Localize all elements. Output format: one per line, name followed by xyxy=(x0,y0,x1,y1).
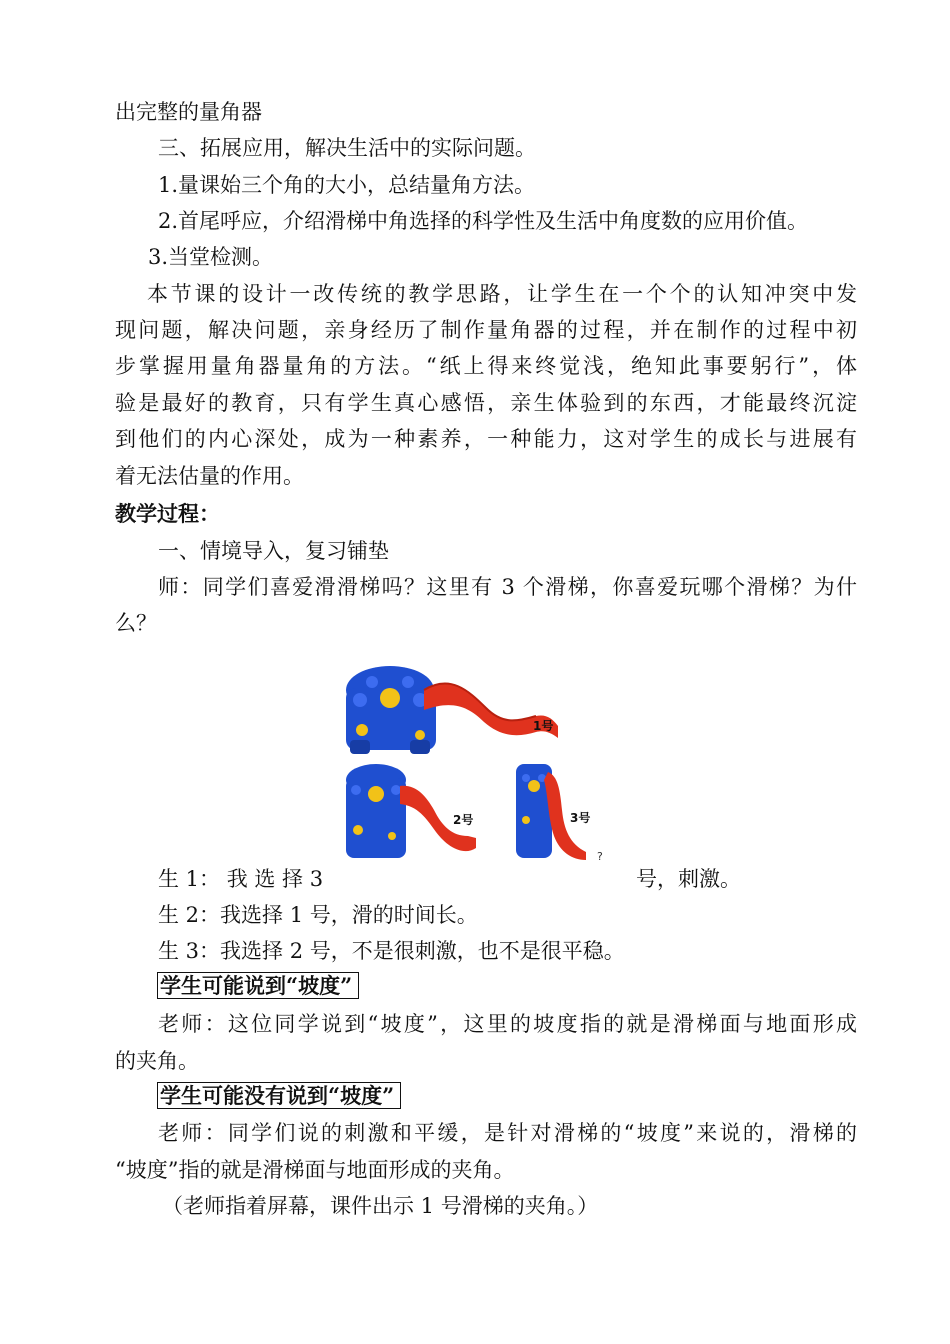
student-line: 生 1： 我 选 择 3 xyxy=(158,867,324,891)
paragraph-line: 步掌握用量角器量角的方法。“纸上得来终觉浅，绝知此事要躬行”，体 xyxy=(115,354,857,378)
section-heading: 三、拓展应用，解决生活中的实际问题。 xyxy=(158,136,536,160)
paragraph-line: 验是最好的教育，只有学生真心感悟，亲生体验到的东西，才能最终沉淀 xyxy=(115,391,857,415)
slide-1-label: 1号 xyxy=(533,719,554,733)
boxed-note-text: 学生可能没有说到“坡度” xyxy=(157,1082,401,1109)
teacher-line: 的夹角。 xyxy=(115,1049,199,1073)
slides-figure xyxy=(340,660,610,865)
slide-2-label: 2号 xyxy=(453,813,474,827)
boxed-note xyxy=(157,973,359,999)
paragraph-line: 着无法估量的作用。 xyxy=(115,464,304,488)
list-item: 1.量课始三个角的大小，总结量角方法。 xyxy=(158,173,536,197)
boxed-note-text: 学生可能说到“坡度” xyxy=(157,972,359,999)
paragraph-line: 本节课的设计一改传统的教学思路，让学生在一个个的认知冲突中发 xyxy=(147,282,857,306)
paragraph-line: 现问题，解决问题，亲身经历了制作量角器的过程，并在制作的过程中初 xyxy=(115,318,857,342)
boxed-note xyxy=(157,1083,401,1109)
teacher-line: 老师：同学们说的刺激和平缓，是针对滑梯的“坡度”来说的，滑梯的 xyxy=(158,1121,857,1145)
student-line: 生 3：我选择 2 号，不是很刺激，也不是很平稳。 xyxy=(158,939,625,963)
figure-question-mark: ? xyxy=(597,850,603,863)
student-line: 生 2：我选择 1 号，滑的时间长。 xyxy=(158,903,478,927)
paragraph-line: 到他们的内心深处，成为一种素养，一种能力，这对学生的成长与进展有 xyxy=(115,427,857,451)
teacher-line: 师：同学们喜爱滑滑梯吗？这里有 3 个滑梯，你喜爱玩哪个滑梯？为什 xyxy=(158,575,857,599)
student-line: 号，刺激。 xyxy=(636,867,741,891)
teacher-line: （老师指着屏幕，课件出示 1 号滑梯的夹角。） xyxy=(162,1194,599,1218)
teacher-line: 老师：这位同学说到“坡度”，这里的坡度指的就是滑梯面与地面形成 xyxy=(158,1012,857,1036)
slide-1 xyxy=(346,666,558,754)
section-heading: 一、情境导入，复习铺垫 xyxy=(158,539,389,563)
teacher-line: “坡度”指的就是滑梯面与地面形成的夹角。 xyxy=(115,1158,515,1182)
slide-3-label: 3号 xyxy=(570,811,591,825)
list-item: 3.当堂检测。 xyxy=(148,245,274,269)
text-line: 出完整的量角器 xyxy=(115,100,262,124)
teacher-line: 么？ xyxy=(115,611,157,635)
section-title: 教学过程： xyxy=(115,501,220,526)
list-item: 2.首尾呼应，介绍滑梯中角选择的科学性及生活中角度数的应用价值。 xyxy=(158,209,809,233)
slides-illustration xyxy=(340,660,610,865)
